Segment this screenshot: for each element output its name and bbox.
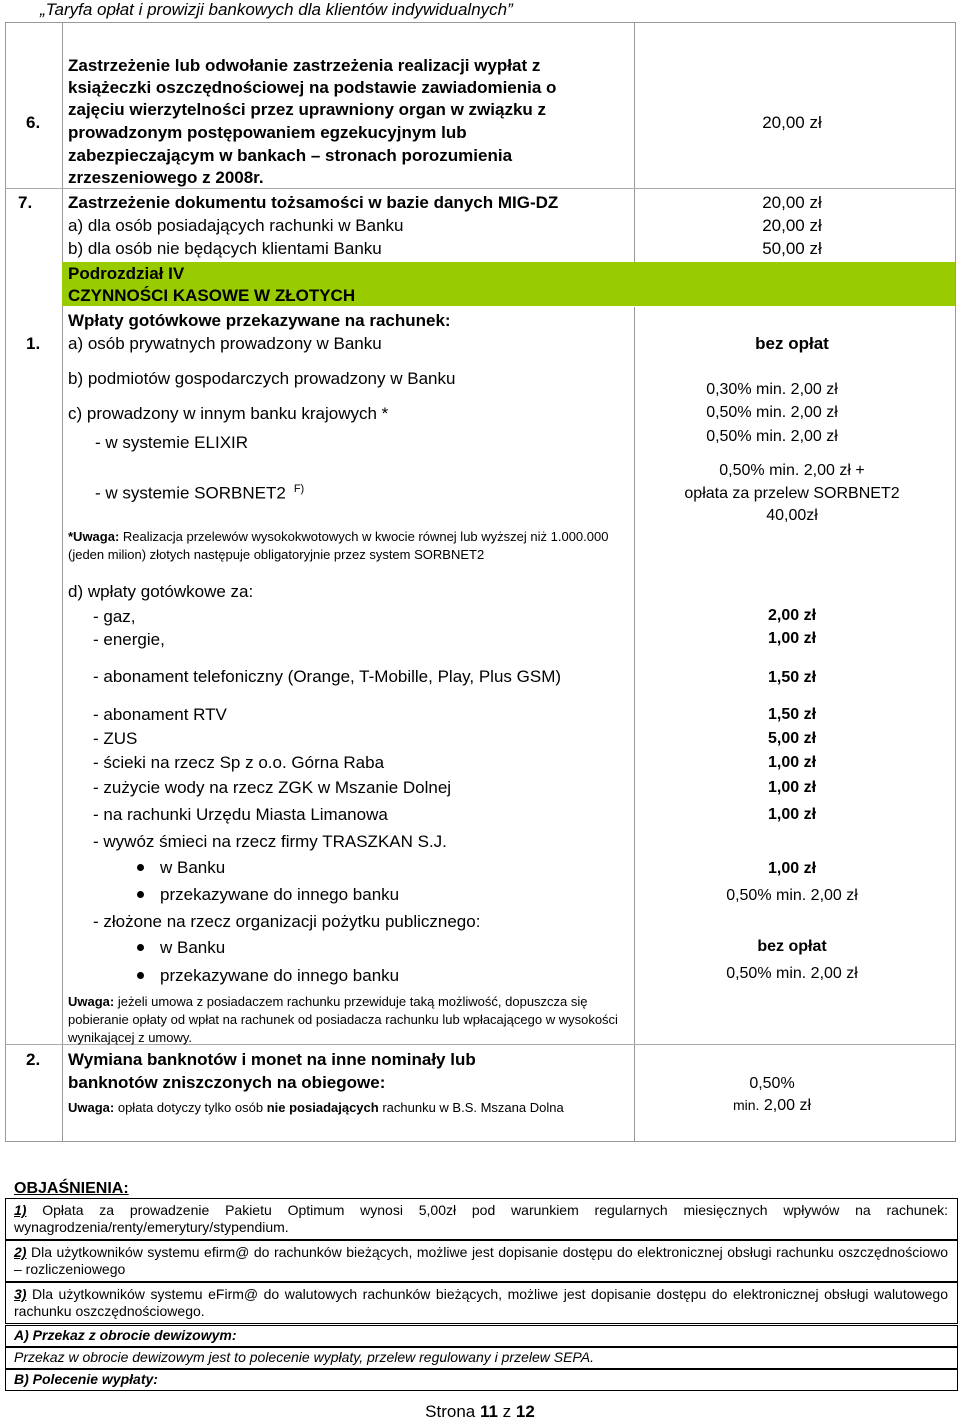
d-item-label: - abonament RTV [93, 705, 227, 724]
item2-note-label: Uwaga: [68, 1100, 115, 1115]
item2-note-end: rachunku w B.S. Mszana Dolna [378, 1100, 564, 1115]
row6-line: zabezpieczającym w bankach – stronach porozumienia [68, 146, 513, 165]
item-number: 1. [26, 334, 41, 353]
explanation-3-text: Dla użytkowników systemu eFirm@ do walutowych rachunków bieżących, możliwe jest dopisanie dostępu do elektronicznej obsługi walutowego rachunku oszczędnościowego. [14, 1286, 948, 1319]
explanation-2 [14, 1244, 948, 1278]
d-item-label: - wywóz śmieci na rzecz firmy TRASZKAN S.J. [93, 832, 447, 851]
d-item-label: - ZUS [93, 729, 138, 748]
item2-note-mid: opłata dotyczy tylko osób [114, 1100, 267, 1115]
footer-page: 11 [479, 1402, 498, 1421]
row6-line: Zastrzeżenie lub odwołanie zastrzeżenia realizacji wypłat z [68, 56, 541, 75]
opp-bank: w Banku [160, 938, 226, 957]
d-item-label: - gaz, [93, 607, 136, 626]
note-label: *Uwaga: [68, 529, 120, 544]
explanation-1 [14, 1202, 948, 1236]
explanation-1-num: 1) [14, 1202, 27, 1218]
explanation-2-text: Dla użytkowników systemu efirm@ do rachunków bieżących, możliwe jest dopisanie dostępu do elektronicznej obsługi rachunku oszczędnościowo – rozliczeniowego [14, 1244, 948, 1277]
item1-a: a) osób prywatnych prowadzony w Banku [68, 334, 382, 353]
row7-b: b) dla osób nie będących klientami Banku [68, 239, 382, 258]
col-divider-1 [62, 22, 63, 1141]
opp-other: przekazywane do innego banku [160, 966, 400, 985]
d-item-label: - na rachunki Urzędu Miasta Limanowa [93, 805, 388, 824]
footer-strona: Strona [425, 1402, 480, 1421]
item1-title: Wpłaty gotówkowe przekazywane na rachunek: [68, 311, 451, 330]
section-title: Podrozdział IV [68, 264, 185, 283]
col-divider-2 [634, 22, 635, 262]
item1-c: c) prowadzony w innym banku krajowych * [68, 404, 389, 423]
sorbnet-label [95, 483, 304, 504]
wywoz-bank-price: 1,00 zł [767, 860, 817, 877]
row-number: 7. [18, 193, 33, 212]
d-item-price: 5,00 zł [767, 730, 817, 747]
explanation-b-title: B) Polecenie wypłaty: [14, 1371, 158, 1387]
row7-b-price: 50,00 zł [762, 239, 822, 258]
d-item-label: - zużycie wody na rzecz ZGK w Mszanie Dolnej [93, 778, 452, 797]
item2-title-1: Wymiana banknotów i monet na inne nominały lub [68, 1050, 476, 1069]
row7-price: 20,00 zł [762, 193, 822, 212]
bullet-icon [137, 891, 144, 898]
item1-a-price: bez opłat [755, 334, 829, 353]
row6-line: zrzeszeniowego z 2008r. [68, 168, 264, 187]
explanation-3-num: 3) [14, 1286, 27, 1302]
col-divider-3 [634, 307, 635, 1141]
opp-bank-price: bez opłat [757, 938, 827, 955]
sorbnet-price-1: 0,50% min. 2,00 zł + [719, 462, 865, 479]
item2-price-min: min. [732, 1097, 760, 1113]
d-item-price: 1,00 zł [767, 630, 817, 647]
wywoz-other: przekazywane do innego banku [160, 885, 400, 904]
d-item-price: 2,00 zł [767, 607, 817, 624]
note-text: Realizacja przelewów wysokokwotowych w kwocie równej lub wyższej niż 1.000.000 (jeden milion) złotych następuje obligatoryjnie przez system SORBNET2 [68, 529, 609, 562]
wywoz-bank: w Banku [160, 858, 226, 877]
d-item-price: 1,50 zł [767, 669, 817, 686]
bullet-icon [137, 972, 144, 979]
row6-line: książeczki oszczędnościowej na podstawie zawiadomienia o [68, 78, 557, 97]
item2-note [68, 1099, 628, 1117]
sorbnet-text: - w systemie SORBNET2 [95, 483, 286, 503]
elixir-label: - w systemie ELIXIR [95, 433, 249, 452]
footer-z: z [497, 1402, 516, 1421]
page-footer [0, 1402, 960, 1422]
row7-a: a) dla osób posiadających rachunki w Banku [68, 216, 404, 235]
document-header: „Taryfa opłat i prowizji bankowych dla klientów indywidualnych” [40, 0, 513, 19]
uwaga-note [68, 993, 634, 1047]
row6-line: zajęciu wierzytelności przez uprawniony organ w związku z [68, 100, 547, 119]
footer-total: 12 [515, 1402, 535, 1421]
item1-b-price: 0,30% min. 2,00 zł [706, 381, 838, 398]
explanation-2-num: 2) [14, 1244, 27, 1260]
row7-title: Zastrzeżenie dokumentu tożsamości w bazie danych MIG-DZ [68, 193, 559, 212]
explanations-title: OBJAŚNIENIA: [14, 1180, 129, 1197]
sorbnet-note [68, 528, 628, 564]
explanation-a-title: A) Przekaz z obrocie dewizowym: [14, 1327, 237, 1343]
uwaga-text: jeżeli umowa z posiadaczem rachunku przewiduje taką możliwość, dopuszcza się pobieranie opłaty od wpłat na rachunek od posiadacza rachunku lub wpłacającego w wysokości wynikającej z umowy. [68, 994, 618, 1045]
sorbnet-price-3: 40,00zł [766, 507, 818, 524]
d-item-label: - abonament telefoniczny (Orange, T-Mobille, Play, Plus GSM) [93, 667, 562, 686]
sorbnet-price-2: opłata za przelew SORBNET2 [684, 485, 900, 502]
opp-label: - złożone na rzecz organizacji pożytku publicznego: [93, 912, 481, 931]
d-item-label: - ścieki na rzecz Sp z o.o. Górna Raba [93, 753, 385, 772]
opp-other-price: 0,50% min. 2,00 zł [726, 965, 858, 982]
explanation-3 [14, 1286, 948, 1320]
item2-title-2: banknotów zniszczonych na obiegowe: [68, 1073, 386, 1092]
item-number: 2. [26, 1050, 41, 1069]
row6-line: prowadzonym postępowaniem egzekucyjnym lub [68, 123, 467, 142]
item1-d: d) wpłaty gotówkowe za: [68, 582, 254, 601]
d-item-price: 1,50 zł [767, 706, 817, 723]
item2-price-2 [652, 1097, 892, 1115]
item2-price-1: 0,50% [749, 1075, 795, 1092]
bullet-icon [137, 864, 144, 871]
item1-b: b) podmiotów gospodarczych prowadzony w Banku [68, 369, 456, 388]
row-divider [5, 188, 955, 189]
item1-c-price: 0,50% min. 2,00 zł [706, 404, 838, 421]
d-item-label: - energie, [93, 630, 165, 649]
uwaga-label: Uwaga: [68, 994, 115, 1009]
row-number: 6. [26, 113, 41, 132]
d-item-price: 1,00 zł [767, 754, 817, 771]
item2-price-amount: 2,00 zł [763, 1097, 812, 1114]
elixir-price: 0,50% min. 2,00 zł [706, 428, 838, 445]
row7-a-price: 20,00 zł [762, 216, 822, 235]
explanation-1-text: Opłata za prowadzenie Pakietu Optimum wynosi 5,00zł pod warunkiem regularnych miesięcznych wpływów na rachunek: wynagrodzenia/renty/emerytury/stypendium. [14, 1202, 948, 1235]
wywoz-other-price: 0,50% min. 2,00 zł [726, 887, 858, 904]
item2-note-bold: nie posiadających [266, 1100, 379, 1115]
d-item-price: 1,00 zł [767, 779, 817, 796]
d-item-price: 1,00 zł [767, 806, 817, 823]
row6-price: 20,00 zł [762, 113, 822, 132]
sorbnet-sup: F) [293, 483, 305, 495]
explanation-a-text: Przekaz w obrocie dewizowym jest to polecenie wypłaty, przelew regulowany i przelew SEPA. [14, 1349, 594, 1365]
bullet-icon [137, 944, 144, 951]
section-subtitle: CZYNNOŚCI KASOWE W ZŁOTYCH [68, 286, 356, 305]
